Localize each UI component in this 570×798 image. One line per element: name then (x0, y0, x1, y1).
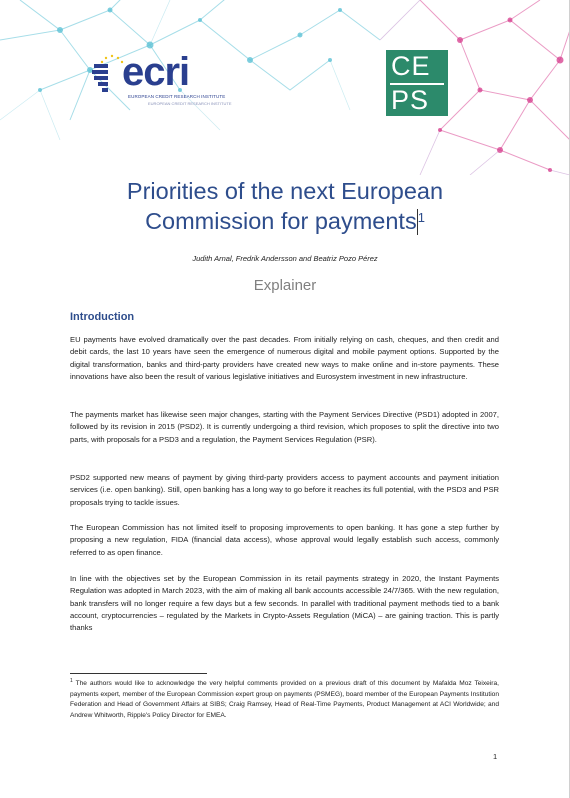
ecri-subtitle: EUROPEAN CREDIT RESEARCH INSTITUTE (128, 94, 226, 99)
paragraph: The payments market has likewise seen major changes, starting with the Payment Services Directive (PSD1) adopted in 2007, followed by its revision in 2015 (PSD2). It is currently undergoing a third revision, which proposes to split the directive into two parts, with proposals for a PSD3 and a regulation, the Payment Services Regulation (PSR). (70, 410, 499, 444)
authors: Judith Arnal, Fredrik Andersson and Beatriz Pozo Pérez (192, 254, 378, 263)
paragraph: PSD2 supported new means of payment by giving third-party providers access to payment accounts and payment initiation services (i.e. open banking). Still, open banking has a long way to go before it reaches its full potential, with the PSD3 and PSR proposals trying to tackle issues. (70, 473, 499, 507)
document-type: Explainer (253, 277, 317, 294)
section-heading-introduction: Introduction (70, 311, 135, 323)
title-line-2 (60, 206, 510, 236)
ceps-logo (386, 50, 448, 116)
ceps-logo-top: CE (391, 51, 431, 81)
title-line-2-text: Commission for payments (145, 208, 417, 234)
title-line-1: Priorities of the next European (126, 178, 444, 204)
paragraph: The European Commission has not limited itself to proposing improvements to open banking. It has gone a step further by proposing a new regulation, FIDA (financial data access), whose approval would legally establish such access, commonly referred to as open finance. (70, 523, 499, 557)
footnote-marker: 1 (70, 678, 73, 684)
paragraph: In line with the objectives set by the European Commission in its retail payments strategy in 2020, the Instant Payments Regulation was adopted in March 2023, with the aim of making all bank accounts accessible 24/7/365. With the new regulation, bank transfers will no longer require a few days but a few seconds. In parallel with traditional payment methods tied to a bank account, cryptocurrencies – regulated by the Markets in Crypto-Assets Regulation (MiCA) – are gaining traction. This is partly thanks (70, 574, 499, 633)
document-title (60, 176, 510, 236)
footnote-rule (70, 673, 207, 674)
footnote-text: The authors would like to acknowledge the very helpful comments provided on a previous draft of this document by Mafalda Moz Teixeira, payments expert, member of the European Commission expert group on payments (PSMEG), board member of the European Payments Institution Federation and Head of Government Affairs at SIBS; Craig Ramsey, Head of Real-Time Payments, Product Management at ACI Worldwide; and Andrew Whitworth, Ripple's Policy Director for EMEA. (70, 680, 500, 719)
ecri-subtitle-faded: EUROPEAN CREDIT RESEARCH INSTITUTE (148, 101, 232, 106)
ecri-wordmark: ecri (122, 50, 190, 94)
network-decoration (0, 0, 570, 175)
page-number: 1 (493, 752, 498, 761)
ceps-logo-bottom: PS (391, 85, 430, 115)
ecri-logo (92, 50, 230, 108)
title-footnote-ref[interactable]: 1 (417, 210, 425, 225)
paragraph: EU payments have evolved dramatically over the past decades. From initially relying on cash, cheques, and then credit and debit cards, the last 10 years have seen the emergence of numerous digital and mobile payment options. Supported by the digital transformation, banks and third-party providers have created new ways to make online and in-store payments. These innovations have also been the result of various legislative initiatives and Eurosystem investment in new infrastructure. (70, 335, 499, 381)
footnote (70, 676, 499, 721)
